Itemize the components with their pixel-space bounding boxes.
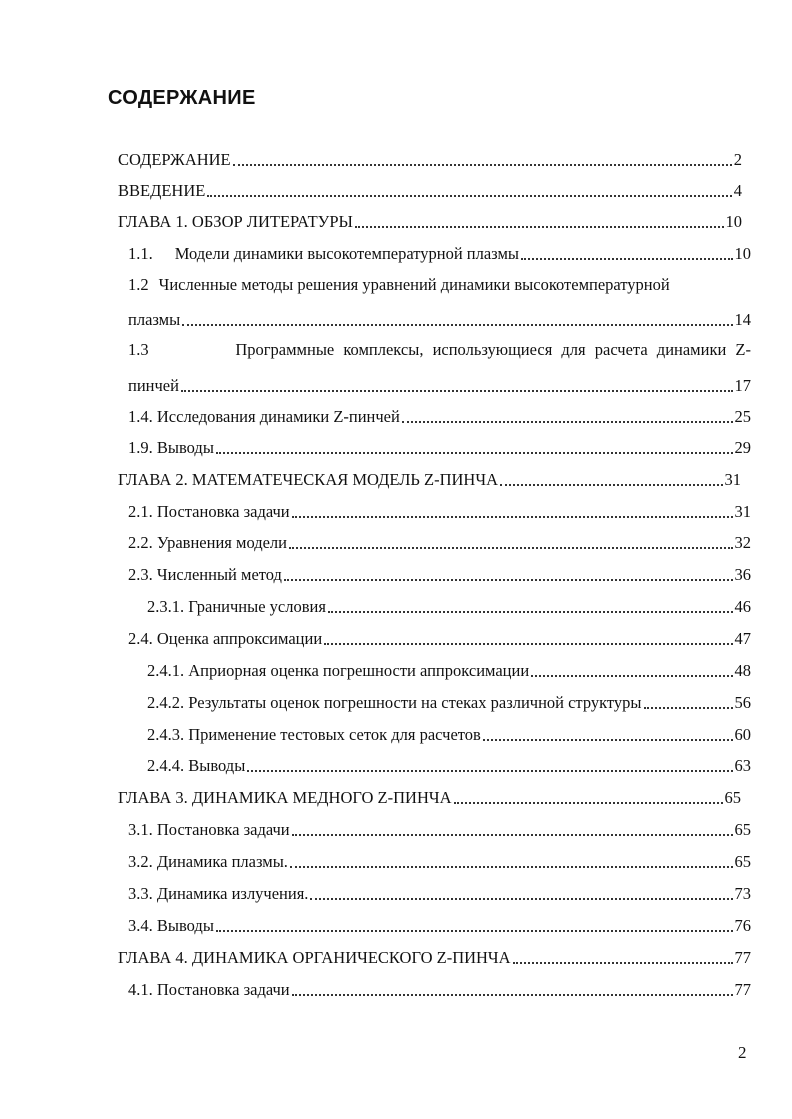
toc-entry-page: 46	[734, 597, 751, 616]
leader-dots	[292, 515, 733, 518]
leader-dots	[216, 929, 733, 932]
toc-entry[interactable]	[147, 721, 751, 745]
leader-dots	[521, 257, 733, 260]
toc-entry-number: 1.2	[128, 275, 149, 294]
toc-entry[interactable]	[147, 752, 751, 776]
toc-entry-page: 65	[724, 788, 741, 807]
toc-entry-page: 48	[734, 661, 751, 680]
page-number: 2	[738, 1043, 747, 1062]
toc-entry-page: 63	[734, 756, 751, 775]
leader-dots	[290, 865, 733, 868]
toc-entry[interactable]	[128, 880, 751, 904]
toc-entry-label: 2.3.1. Граничные условия	[147, 597, 326, 616]
toc-entry-page: 10	[734, 244, 751, 263]
toc-entry-label: 4.1. Постановка задачи	[128, 980, 290, 999]
leader-dots	[216, 451, 733, 454]
toc-entry-label: 1.4. Исследования динамики Z-пинчей	[128, 407, 400, 426]
toc-entry[interactable]	[118, 466, 741, 490]
toc-entry-page: 29	[734, 438, 751, 457]
leader-dots	[247, 769, 732, 772]
toc-entry[interactable]	[128, 625, 751, 649]
toc-entry[interactable]	[118, 177, 742, 201]
toc-entry-label: 2.1. Постановка задачи	[128, 502, 290, 521]
toc-entry-label: 2.4.4. Выводы	[147, 756, 246, 775]
toc-entry-label: ВВЕДЕНИЕ	[118, 181, 206, 200]
leader-dots	[328, 610, 733, 613]
toc-entry[interactable]	[118, 208, 742, 232]
toc-entry-label: 3.4. Выводы	[128, 916, 214, 935]
leader-dots	[284, 578, 733, 581]
toc-entry-label: ГЛАВА 2. МАТЕМАТЕЧЕСКАЯ МОДЕЛЬ Z-ПИНЧА	[118, 470, 498, 489]
toc-entry-page: 4	[733, 181, 742, 200]
toc-entry-label: 2.4.2. Результаты оценок погрешности на стеках различной структуры	[147, 693, 642, 712]
leader-dots	[310, 897, 732, 900]
leader-dots	[454, 801, 723, 804]
toc-entry-page: 31	[734, 502, 751, 521]
leader-dots	[531, 674, 732, 677]
toc-entry-first-line	[128, 340, 751, 360]
leader-dots	[355, 225, 724, 228]
toc-entry-page: 60	[734, 725, 751, 744]
toc-entry-page: 25	[734, 407, 751, 426]
toc-entry[interactable]	[128, 240, 751, 264]
toc-entry-page: 73	[734, 884, 751, 903]
toc-entry[interactable]	[128, 561, 751, 585]
leader-dots	[324, 642, 732, 645]
leader-dots	[644, 706, 733, 709]
toc-entry[interactable]	[128, 976, 751, 1000]
toc-entry[interactable]	[128, 912, 751, 936]
toc-entry[interactable]	[128, 529, 751, 553]
leader-dots	[292, 993, 733, 996]
toc-entry-label-line1: Численные методы решения уравнений динамики высокотемпературной	[158, 275, 670, 294]
toc-entry-label: плазмы	[128, 310, 181, 329]
toc-entry-page: 47	[734, 629, 751, 648]
toc-entry-page: 65	[734, 852, 751, 871]
leader-dots	[500, 483, 723, 486]
leader-dots	[289, 546, 733, 549]
toc-entry-label: ГЛАВА 4. ДИНАМИКА ОРГАНИЧЕСКОГО Z-ПИНЧА	[118, 948, 511, 967]
toc-entry-page: 56	[734, 693, 751, 712]
toc-entry[interactable]	[147, 593, 751, 617]
toc-entry-page: 65	[734, 820, 751, 839]
toc-entry-page: 10	[725, 212, 742, 231]
toc-entry-label: 2.3. Численный метод	[128, 565, 282, 584]
toc-entry-label-line1: Программные комплексы, использующиеся для расчета динамики Z-	[235, 340, 751, 359]
leader-dots	[181, 389, 733, 392]
leader-dots	[513, 961, 733, 964]
toc-entry-label: СОДЕРЖАНИЕ	[118, 150, 231, 169]
toc-entry[interactable]	[118, 944, 751, 968]
toc-entry[interactable]	[128, 816, 751, 840]
toc-entry-page: 31	[724, 470, 741, 489]
toc-entry-label: 1.9. Выводы	[128, 438, 214, 457]
leader-dots	[292, 833, 733, 836]
leader-dots	[233, 163, 732, 166]
toc-entry-label: ГЛАВА 3. ДИНАМИКА МЕДНОГО Z-ПИНЧА	[118, 788, 452, 807]
toc-entry-label: 2.4.3. Применение тестовых сеток для расчетов	[147, 725, 481, 744]
toc-entry[interactable]	[147, 657, 751, 681]
toc-entry-number: 1.1.	[128, 244, 153, 263]
toc-entry-label: 3.1. Постановка задачи	[128, 820, 290, 839]
toc-entry[interactable]	[128, 372, 751, 396]
toc-entry-label: пинчей	[128, 376, 179, 395]
toc-entry-page: 77	[734, 948, 751, 967]
leader-dots	[483, 738, 733, 741]
toc-entry[interactable]	[118, 784, 741, 808]
page-heading: СОДЕРЖАНИЕ	[108, 87, 256, 109]
toc-entry[interactable]	[128, 306, 751, 330]
toc-entry-page: 36	[734, 565, 751, 584]
toc-entry-page: 14	[734, 310, 751, 329]
toc-entry-number: 1.3	[128, 340, 149, 359]
toc-entry[interactable]	[128, 403, 751, 427]
toc-entry-page: 76	[734, 916, 751, 935]
leader-dots	[402, 420, 733, 423]
toc-entry[interactable]	[128, 434, 751, 458]
toc-entry-first-line	[128, 275, 751, 295]
toc-entry[interactable]	[147, 689, 751, 713]
toc-entry-page: 32	[734, 533, 751, 552]
toc-entry-page: 77	[734, 980, 751, 999]
toc-entry[interactable]	[128, 848, 751, 872]
leader-dots	[207, 194, 731, 197]
toc-entry-label: 2.4. Оценка аппроксимации	[128, 629, 323, 648]
toc-entry-page: 2	[733, 150, 742, 169]
toc-entry-page: 17	[734, 376, 751, 395]
toc-entry-label: 3.3. Динамика излучения.	[128, 884, 309, 903]
toc-entry[interactable]	[118, 146, 742, 170]
toc-entry-label: ГЛАВА 1. ОБЗОР ЛИТЕРАТУРЫ	[118, 212, 353, 231]
toc-entry[interactable]	[128, 498, 751, 522]
toc-entry-label: 2.2. Уравнения модели	[128, 533, 287, 552]
toc-entry-label: 2.4.1. Априорная оценка погрешности аппроксимации	[147, 661, 530, 680]
toc-entry-label: Модели динамики высокотемпературной плазмы	[174, 244, 519, 263]
toc-entry-label: 3.2. Динамика плазмы.	[128, 852, 288, 871]
leader-dots	[182, 323, 732, 326]
